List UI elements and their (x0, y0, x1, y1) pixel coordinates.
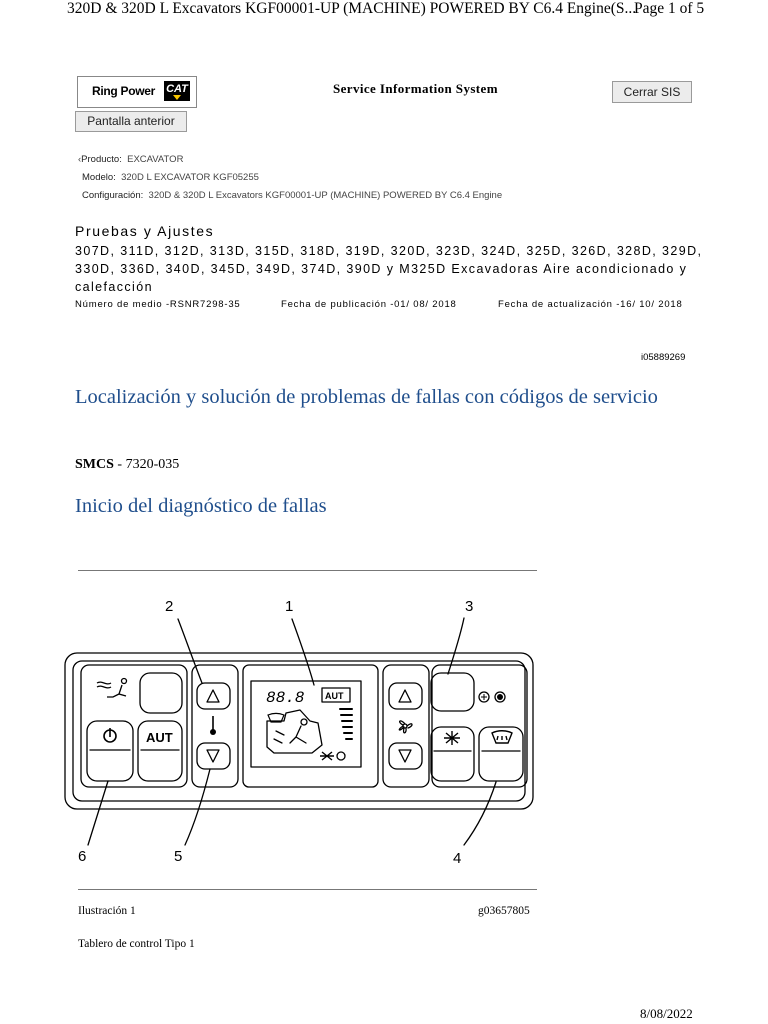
print-title: 320D & 320D L Excavators KGF00001-UP (MACHINE) POWERED BY C6.4 Engine(S... (67, 0, 637, 17)
defroster-button (479, 727, 523, 781)
thermometer-icon (210, 716, 216, 735)
callout-5-leader (185, 769, 210, 845)
callout-4-leader (464, 782, 496, 845)
figure-divider-top (78, 570, 537, 571)
airflow-seat-icon (97, 679, 127, 698)
display-recirculation-icon (320, 752, 334, 760)
fan-level-bars (340, 709, 352, 739)
mode-button-top-right (431, 673, 474, 711)
callout-6: 6 (78, 848, 87, 865)
meta-config-value: 320D & 320D L Excavators KGF00001-UP (MACHINE) POWERED BY C6.4 Engine (148, 190, 503, 201)
fan-up-button (389, 683, 422, 709)
section-title: Inicio del diagnóstico de fallas (75, 495, 327, 517)
display-fan-icon (337, 752, 345, 760)
auto-button-label: AUT (146, 730, 173, 745)
print-date: 8/08/2022 (640, 1006, 693, 1021)
meta-model-label: Modelo: (82, 172, 116, 183)
fan-icon (399, 721, 412, 733)
cat-triangle-icon (173, 95, 181, 100)
temp-up-icon (207, 690, 219, 702)
figure-divider-bottom (78, 889, 537, 890)
temp-down-button (197, 743, 230, 769)
previous-screen-button[interactable]: Pantalla anterior (75, 111, 187, 132)
back-arrow-icon: ‹ (78, 154, 82, 165)
smcs-code (75, 457, 179, 473)
ring-power-cat-logo (77, 76, 197, 108)
smcs-label: SMCS (75, 457, 114, 472)
logo-brand: CAT (166, 83, 188, 95)
logo-text: Ring Power (92, 84, 156, 98)
meta-model (82, 172, 259, 183)
ac-filled-icon (497, 694, 503, 700)
meta-model-value: 320D L EXCAVATOR KGF05255 (121, 172, 259, 183)
callout-1-leader (292, 619, 314, 685)
ac-cross-icon (481, 694, 487, 700)
temp-down-icon (207, 750, 219, 762)
applicable-models: 307D, 311D, 312D, 313D, 315D, 318D, 319D, 320D, 323D, 324D, 325D, 326D, 328D, 329D, 330D, 336D, 340D, 345D, 349D, 374D, 390D y M325D Excavadoras Aire acondicionado y calefacción (75, 244, 703, 294)
defroster-icon (492, 731, 512, 743)
display-auto-label: AUT (325, 691, 344, 701)
blank-button-top-left (140, 673, 182, 713)
callout-5: 5 (174, 848, 183, 865)
figure-caption-label: Ilustración 1 (78, 905, 136, 917)
smcs-value: - 7320-035 (113, 457, 180, 472)
temp-up-button (197, 683, 230, 709)
control-panel-illustration (60, 585, 550, 875)
callout-4: 4 (453, 850, 462, 867)
meta-config-label: Configuración: (82, 190, 144, 201)
meta-product-value: EXCAVATOR (127, 154, 184, 165)
cat-logo-icon (164, 81, 190, 101)
display-airflow-person-icon (267, 710, 322, 753)
recirculation-icon (444, 731, 460, 745)
print-header (0, 0, 768, 20)
document-category: Pruebas y Ajustes (75, 223, 215, 239)
display-frame (243, 665, 378, 787)
publication-date: Fecha de publicación -01/ 08/ 2018 (281, 299, 457, 310)
callout-2-leader (178, 619, 202, 683)
figure-code: g03657805 (478, 905, 530, 917)
meta-product[interactable] (78, 154, 183, 165)
meta-product-label: Producto: (81, 154, 122, 165)
figure-caption-text: Tablero de control Tipo 1 (78, 938, 195, 950)
callout-3: 3 (465, 598, 474, 615)
display-digits: 88.8 (266, 689, 305, 707)
fan-down-button (389, 743, 422, 769)
callout-2: 2 (165, 598, 174, 615)
media-number: Número de medio -RSNR7298-35 (75, 299, 241, 310)
document-id: i05889269 (641, 352, 686, 363)
callout-1: 1 (285, 598, 294, 615)
print-page-number: Page 1 of 5 (634, 0, 705, 17)
fan-up-icon (399, 690, 411, 702)
power-icon (104, 728, 116, 742)
page-title: Localización y solución de problemas de fallas con códigos de servicio (75, 386, 658, 408)
left-button-group (81, 665, 187, 787)
fan-down-icon (399, 750, 411, 762)
callout-6-leader (88, 781, 108, 845)
update-date: Fecha de actualización -16/ 10/ 2018 (498, 299, 683, 310)
sis-title: Service Information System (333, 81, 498, 96)
meta-configuration (82, 190, 502, 201)
close-sis-button[interactable]: Cerrar SIS (612, 81, 692, 103)
